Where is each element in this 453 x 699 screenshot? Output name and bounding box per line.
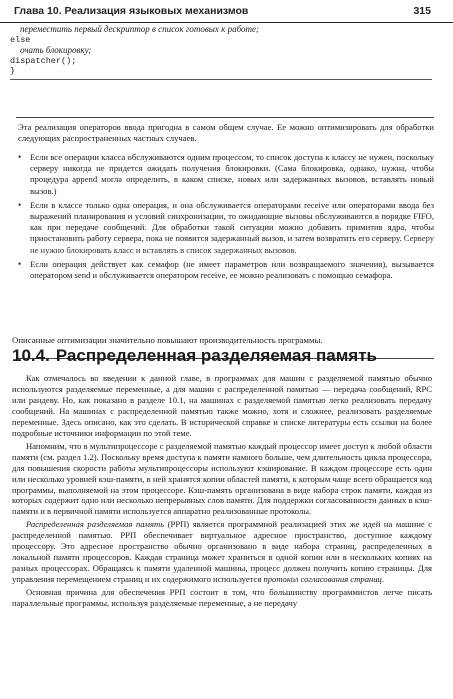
bullet-icon: •	[18, 199, 22, 210]
term-emphasis: Распределенная разделяемая память	[26, 519, 165, 530]
list-item	[16, 200, 434, 256]
bullet-text: Если в классе только одна операция, и она обслуживается операторами receive или операторами ввода без выражений планирования и условий синхронизации, то ожидающие вызовы обслуживаются в порядке FIFO, как при передаче сообщений. Для обработки такой ситуации можно добавить примитив ядра, чтобы приостановить работу сервера, пока не появится задержанный вызов, и затем возвратить его серверу.	[30, 199, 434, 244]
paragraph: Как отмечалось во введении к данной главе, в программах для машин с разделяемой памятью обычно используются разделяемые переменные, а для машин с распределенной памятью — передача сообщений, RPC или рандеву. Но, как показано в разделе 10.1, на машинах с разделяемой памятью легко реализовать передачу сообщений. На машинах с распределенной памятью также можно, хотя и сложнее, реализовать разделяемые переменные. Здесь описано, как это сделать. В исторической справке и списке литературы есть ссылки на более подробные источники информации по этой теме.	[12, 373, 432, 438]
code-line: }	[10, 66, 16, 76]
paragraph-text: .	[381, 574, 384, 585]
bullet-icon: •	[18, 152, 22, 162]
bullet-note: Серверу не нужно блокировать класс и вставлять в список задержанных вызовов.	[30, 233, 434, 255]
paragraph: Основная причина для обеспечения РРП состоит в том, что большинству программистов легче писать параллельные программы, используя разделяемые переменные, а не передачу	[12, 587, 432, 609]
code-listing	[10, 24, 432, 80]
box-intro: Эта реализация операторов ввода пригодна в самом общем случае. Ее можно оптимизировать для обработки следующих распространенных частных случаев.	[18, 122, 434, 144]
code-line: else	[10, 34, 31, 45]
paragraph	[12, 519, 432, 585]
section-title: Распределенная разделяемая память	[55, 346, 377, 365]
code-line: очать блокировку;	[20, 45, 92, 55]
paragraph: Напомним, что в мультипроцессоре с разделяемой памятью каждый процессор имеет доступ к любой области памяти (см. раздел 1.2). Поскольку время доступа к памяти намного больше, чем длительность цикла процессора, для повышения скорости работы мультипроцессоры используют кэширование. В каждом процессоре есть один или несколько уровней кэш-памяти, в ней хранятся копии областей памяти, к которым чаще всего обращается код программы, выполняемой на этом процессоре. Кэш-память организована в виде набора строк памяти, каждая из которых содержит одно или несколько непрерывных слов памяти. Для поддержки согласованности данных в кэш-памяти и в первичной памяти используется аппаратно реализованные протоколы.	[12, 440, 432, 517]
list-item	[16, 259, 434, 281]
optimization-box	[16, 117, 434, 359]
term-emphasis: протокол согласования страниц	[263, 574, 382, 585]
code-line: переместить первый дескриптор в список готовых к работе;	[20, 24, 259, 34]
bullet-icon: •	[18, 258, 22, 269]
bullet-list	[16, 152, 434, 284]
code-line: dispatcher();	[10, 55, 77, 66]
page-number: 315	[413, 5, 431, 17]
section-heading	[12, 346, 432, 366]
list-item	[16, 152, 434, 197]
chapter-title: Глава 10. Реализация языковых механизмов	[14, 5, 249, 17]
bullet-text: Если операция действует как семафор (не имеет параметров или возвращаемого значения), вызывается оператором send и обслуживается оператором receive, ее можно реализовать с помощью семафора.	[30, 258, 434, 281]
summary-text: Описанные оптимизации значительно повышают производительность программы.	[12, 335, 323, 345]
paragraph-text: (РРП) является программной реализацией этих же идей на машине с распределенной памятью. РРП обеспечивает виртуальное адресное пространство, доступное каждому процессору. Это адресное пространство обычно организовано в виде набора страниц, распределенных в локальной памяти процессоров. Каждая страница может храниться в одной копии или в нескольких копиях на разных процессорах. Обращаясь к памяти удаленной машины, процесс должен получить копию страницы. Для управления перемещением страниц и их содержимого используется	[12, 519, 432, 585]
section-body	[12, 373, 432, 611]
bullet-text: Если все операции класса обслуживаются одним процессом, то список доступа к классу не нужен, поскольку серверу никогда не придется ожидать получения блокировки. (Сама блокировка, однако, нужна, чтобы процедура append могла определить, в каком списке, новых или задержанных вызовов, вставлять новый вызов.)	[30, 152, 434, 196]
running-header	[0, 0, 453, 23]
section-number: 10.4.	[12, 346, 50, 365]
